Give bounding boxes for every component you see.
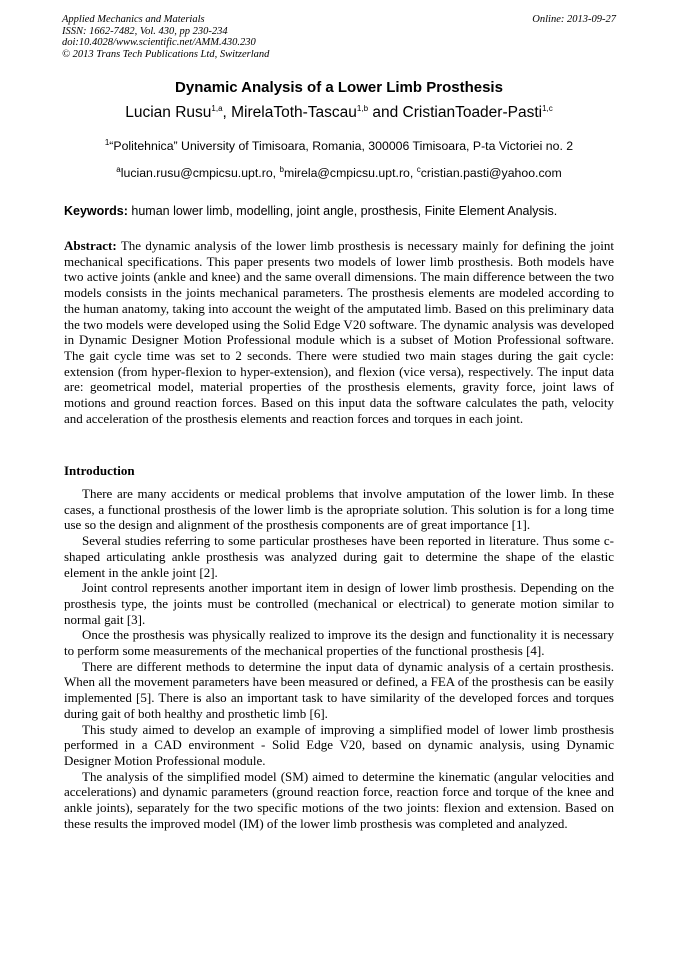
abstract-text: The dynamic analysis of the lower limb prosthesis is necessary mainly for defining the joint mechanical specifications. This paper presents two models of lower limb prosthesis. Both models have two active joints (ankle and knee) and the same overall dimensions. The main difference between the two models consists in the joints mechanical parameters. The prosthesis elements are modeled according to the human anatomy, taking into account the weight of the amputated limb. Based on this preliminary data the two models were developed using the Solid Edge V20 software. The dynamic analysis was developed in Dynamic Designer Motion Professional module which is a subset of Motion Professional software. The gait cycle time was set to 2 seconds. There were studied two main stages during the gait cycle: extension (from hyper-flexion to hyper-extension), and flexion (vice versa), respectively. The input data are: geometrical model, material properties of the prosthesis elements, gravity force, joint laws of motions and ground reaction forces. Based on this input data the software calculates the path, velocity and acceleration of the prosthesis elements and reaction forces and torques in each joint. bbox=[64, 238, 614, 426]
paragraph: Joint control represents another important item in design of lower limb prosthesis. Depending on the prosthesis type, the joints must be controlled (mechanical or electrical) to generate motion similar to normal gait [3]. bbox=[64, 580, 614, 627]
author-name: CristianToader-Pasti bbox=[402, 104, 543, 122]
issn-line: ISSN: 1662-7482, Vol. 430, pp 230-234 bbox=[62, 25, 228, 37]
author-name: Lucian Rusu bbox=[125, 104, 212, 122]
paragraph: There are different methods to determine the input data of dynamic analysis of a certain prosthesis. When all the movement parameters have been measured or defined, a FEA of the prosthesis can be easily implemented [5]. There is also an important task to have similarity of the developed forces and torques during gait of both healthy and prosthetic limb [6]. bbox=[64, 658, 614, 721]
paragraph: There are many accidents or medical problems that involve amputation of the lower limb. In these cases, a functional prosthesis of the lower limb is the apropriate solution. This solution is for a long time use so the design and alignment of the prosthesis components are of great importance [1]. bbox=[64, 486, 614, 533]
introduction-body bbox=[64, 486, 614, 831]
doi-line: doi:10.4028/www.scientific.net/AMM.430.230 bbox=[62, 37, 256, 49]
abstract-label: Abstract: bbox=[64, 238, 117, 253]
email: lucian.rusu@cmpicsu.upt.ro, bbox=[120, 166, 280, 181]
separator: and bbox=[368, 104, 403, 122]
copyright-line: © 2013 Trans Tech Publications Ltd, Switzerland bbox=[62, 48, 270, 60]
online-date: Online: 2013-09-27 bbox=[532, 14, 616, 25]
keywords-text: human lower limb, modelling, joint angle, prosthesis, Finite Element Analysis. bbox=[127, 204, 558, 218]
separator: , bbox=[222, 104, 232, 122]
paper-title: Dynamic Analysis of a Lower Limb Prosthesis bbox=[175, 79, 503, 96]
author-list bbox=[0, 104, 678, 122]
affiliation-sup: 1 bbox=[104, 138, 110, 147]
email-sup: a bbox=[116, 165, 121, 174]
email-sup: c bbox=[416, 165, 421, 174]
email: mirela@cmpicsu.upt.ro, bbox=[283, 166, 417, 181]
author-sup: 1,c bbox=[542, 104, 553, 113]
affiliation bbox=[0, 138, 678, 153]
author-sup: 1,b bbox=[356, 104, 369, 113]
email: cristian.pasti@yahoo.com bbox=[420, 166, 562, 181]
section-heading: Introduction bbox=[64, 463, 135, 478]
paragraph: This study aimed to develop an example of improving a simplified model of lower limb prosthesis performed in a CAD environment - Solid Edge V20, based on dynamic analysis, using Dynamic Designer Motion Professional module. bbox=[64, 721, 614, 768]
paragraph: Several studies referring to some particular prostheses have been reported in literature. Thus some c-shaped articulating ankle prosthesis was analyzed during gait to determine the shape of the elastic element in the ankle joint [2]. bbox=[64, 533, 614, 580]
abstract bbox=[64, 238, 614, 426]
affiliation-text: “Politehnica” University of Timisoara, Romania, 300006 Timisoara, P-ta Victoriei no. 2 bbox=[109, 139, 574, 154]
author-sup: 1,a bbox=[211, 104, 223, 113]
author-name: MirelaToth-Tascau bbox=[231, 104, 357, 122]
keywords-label: Keywords: bbox=[64, 204, 128, 218]
paragraph: The analysis of the simplified model (SM) aimed to determine the kinematic (angular velocities and accelerations) and dynamic parameters (ground reaction force, reaction force and torque of the knee and ankle joints), separately for the two specific motions of the two joints: flexion and extension. Based on these results the improved model (IM) of the lower limb prosthesis was completed and analyzed. bbox=[64, 768, 614, 831]
email-list bbox=[0, 165, 678, 180]
paragraph: Once the prosthesis was physically realized to improve its the design and functionality it is necessary to perform some measurements of the mechanical properties of the functional prosthesis [4]. bbox=[64, 627, 614, 659]
journal-name: Applied Mechanics and Materials bbox=[62, 14, 205, 25]
email-sup: b bbox=[279, 165, 284, 174]
keywords bbox=[64, 204, 557, 218]
